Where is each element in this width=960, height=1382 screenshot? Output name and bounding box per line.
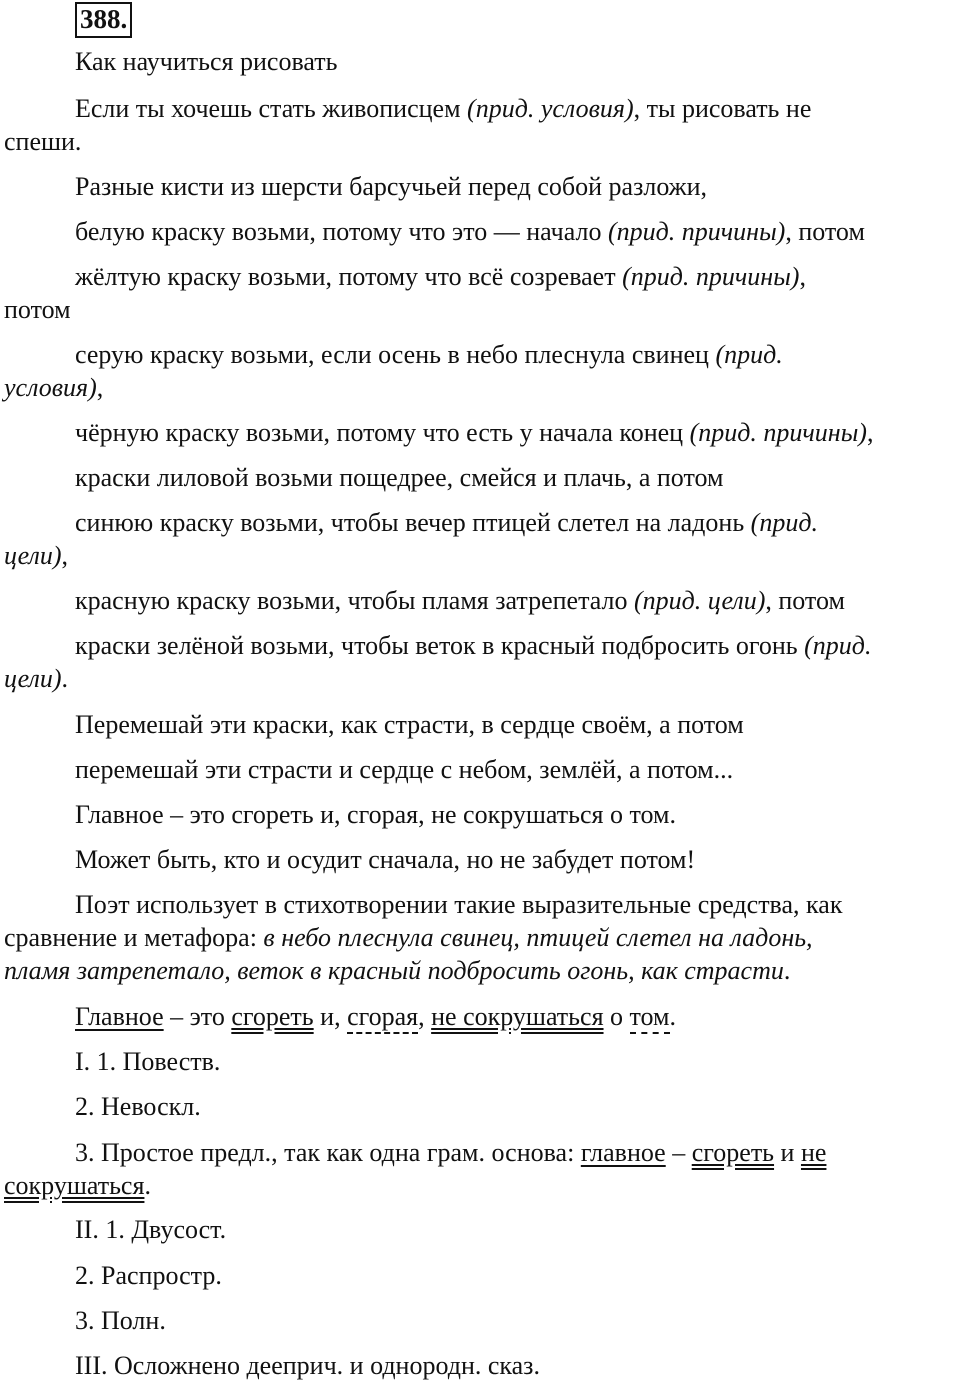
- exercise-number: 388.: [75, 2, 132, 38]
- poem-line: [4, 92, 954, 125]
- text: синюю краску возьми, чтобы вечер птицей слетел на ладонь: [75, 508, 751, 537]
- text: – это: [163, 1002, 232, 1031]
- text: и,: [313, 1002, 348, 1031]
- text: Если ты хочешь стать живописцем: [75, 94, 468, 123]
- text: жёлтую краску возьми, потому что всё созревает: [75, 262, 623, 291]
- analysis-item: III. Осложнено дееприч. и однородн. сказ.: [75, 1351, 540, 1380]
- text: .: [669, 1002, 677, 1031]
- poem-line-continuation: потом: [4, 295, 71, 324]
- example-quote: пламя затрепетало, веток в красный подбросить огонь, как страсти: [4, 956, 784, 985]
- text: ,: [96, 373, 104, 402]
- clause-note: (прид. цели): [634, 586, 766, 615]
- analysis-item: 2. Распростр.: [75, 1261, 222, 1290]
- text: ,: [799, 262, 806, 291]
- poem-line-continuation: спеши.: [4, 127, 82, 156]
- text: .: [144, 1171, 151, 1200]
- clause-note: цели): [4, 664, 62, 693]
- clause-note: (прид. условия): [467, 94, 634, 123]
- poem-title: Как научиться рисовать: [75, 47, 338, 76]
- analysis-text: [4, 954, 954, 987]
- clause-note: цели): [4, 541, 62, 570]
- predicate: сгореть: [231, 1002, 314, 1031]
- poem-line: Разные кисти из шерсти барсучьей перед собой разложи,: [75, 172, 708, 201]
- text: краски зелёной возьми, чтобы веток в красный подбросить огонь: [75, 631, 805, 660]
- predicate: сгореть: [691, 1138, 775, 1167]
- poem-line: краски лиловой возьми пощедрее, смейся и плачь, а потом: [75, 463, 724, 492]
- subject: главное: [580, 1138, 666, 1167]
- text: .: [61, 664, 69, 693]
- text: ,: [61, 541, 69, 570]
- analysis-item: I. 1. Повеств.: [75, 1047, 221, 1076]
- poem-line: [4, 584, 954, 617]
- text: 3. Простое предл., так как одна грам. основа:: [75, 1138, 581, 1167]
- text: серую краску возьми, если осень в небо плеснула свинец: [75, 340, 716, 369]
- poem-line-continuation: [4, 539, 954, 572]
- text: ,: [418, 1002, 432, 1031]
- poem-line: Главное – это сгореть и, сгорая, не сокрушаться о том.: [75, 800, 676, 829]
- text: красную краску возьми, чтобы пламя затрепетало: [75, 586, 634, 615]
- clause-note: (прид.: [750, 508, 818, 537]
- text: , потом: [785, 217, 865, 246]
- poem-line-continuation: [4, 371, 954, 404]
- analysis-item: II. 1. Двусост.: [75, 1215, 227, 1244]
- analysis-item: 3. Полн.: [75, 1306, 166, 1335]
- participial-adverbial: сгорая: [347, 1002, 418, 1034]
- predicate: не: [800, 1138, 827, 1167]
- poem-line: [4, 506, 954, 539]
- poem-line: [4, 215, 954, 248]
- subject: Главное: [75, 1002, 164, 1031]
- analysis-text: [4, 921, 954, 954]
- text: белую краску возьми, потому что это — начало: [75, 217, 608, 246]
- poem-line: Перемешай эти краски, как страсти, в сердце своём, а потом: [75, 710, 744, 739]
- parsed-sentence: [4, 1000, 954, 1033]
- poem-line-continuation: [4, 662, 954, 695]
- text: –: [665, 1138, 692, 1167]
- poem-line: перемешай эти страсти и сердце с небом, землёй, а потом...: [75, 755, 734, 784]
- analysis-item: 2. Невоскл.: [75, 1092, 201, 1121]
- poem-line: Может быть, кто и осудит сначала, но не забудет потом!: [75, 845, 696, 874]
- predicate: сокрушаться: [4, 1171, 145, 1200]
- analysis-item-continuation: [4, 1169, 954, 1202]
- text: чёрную краску возьми, потому что есть у начала конец: [75, 418, 690, 447]
- text: сравнение и метафора:: [4, 923, 264, 952]
- predicate: не сокрушаться: [431, 1002, 604, 1031]
- clause-note: (прид. причины): [607, 217, 786, 246]
- example-quote: в небо плеснула свинец, птицей слетел на ладонь,: [263, 923, 813, 952]
- analysis-text: Поэт использует в стихотворении такие выразительные средства, как: [75, 890, 843, 919]
- poem-line: [4, 416, 954, 449]
- text: ,: [866, 418, 874, 447]
- analysis-item: [4, 1136, 954, 1169]
- text: .: [783, 956, 791, 985]
- text: о: [603, 1002, 630, 1031]
- clause-note: (прид.: [715, 340, 783, 369]
- text: , ты рисовать не: [633, 94, 812, 123]
- text: и: [774, 1138, 801, 1167]
- clause-note: (прид.: [804, 631, 872, 660]
- clause-note: (прид. причины): [689, 418, 867, 447]
- clause-note: условия): [4, 373, 97, 402]
- poem-line: [4, 629, 954, 662]
- poem-line: [4, 260, 954, 293]
- clause-note: (прид. причины): [622, 262, 800, 291]
- text: , потом: [765, 586, 845, 615]
- object: том: [630, 1002, 670, 1034]
- poem-line: [4, 338, 954, 371]
